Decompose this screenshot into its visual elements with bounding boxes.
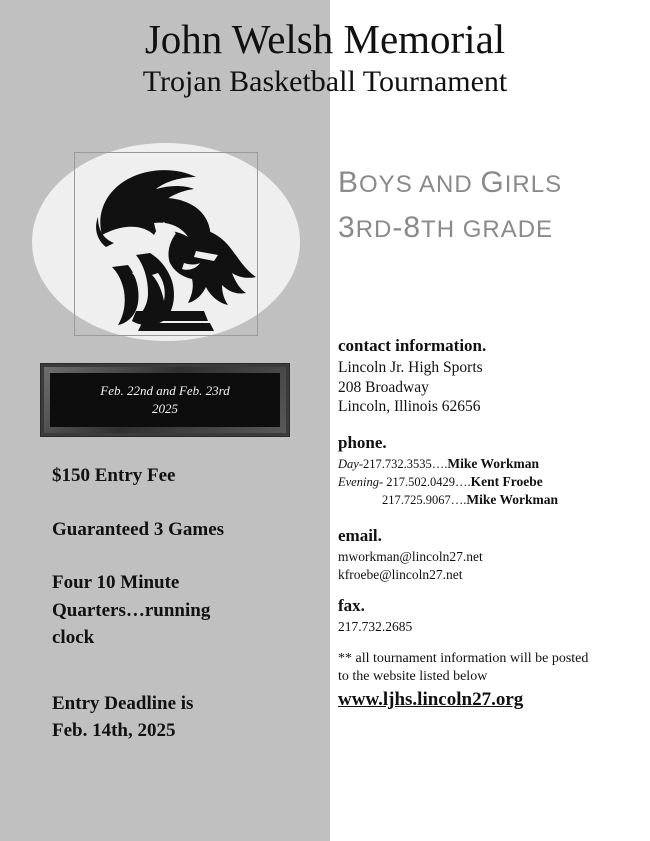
audience-headline bbox=[338, 160, 643, 250]
game-format-line-2: Quarters…running bbox=[52, 599, 211, 621]
email-address-1[interactable]: mworkman@lincoln27.net bbox=[338, 548, 483, 564]
phone-day-contact-name: Mike Workman bbox=[447, 456, 540, 472]
trojan-logo bbox=[32, 143, 300, 341]
phone-day-line bbox=[338, 455, 638, 473]
entry-fee-text: $150 Entry Fee bbox=[52, 465, 176, 486]
spacer-after-contact bbox=[338, 417, 638, 433]
website-note-line-2: to the website listed below bbox=[338, 669, 488, 685]
fax-heading: fax. bbox=[338, 596, 365, 616]
game-format-line-3: clock bbox=[52, 627, 95, 649]
plaque-inner bbox=[50, 373, 280, 427]
plaque-date-line-2: 2025 bbox=[152, 401, 178, 416]
phone-heading: phone. bbox=[338, 433, 387, 453]
email-heading: email. bbox=[338, 525, 382, 545]
contact-city-state-zip: Lincoln, Illinois 62656 bbox=[338, 398, 481, 416]
title-subtitle: Trojan Basketball Tournament bbox=[142, 65, 508, 99]
headline-line-2-num-8: -8 bbox=[392, 211, 422, 244]
headline-line-2-ord-rd: RD bbox=[355, 216, 393, 243]
headline-line-2-num-3: 3 bbox=[338, 211, 356, 244]
headline-line-1-text-a: OYS AND bbox=[359, 171, 481, 198]
trojan-warrior-head-icon bbox=[32, 143, 300, 341]
phone-day-label: Day- bbox=[338, 457, 363, 472]
entry-deadline-line-2: Feb. 14th, 2025 bbox=[52, 720, 176, 742]
headline-line-1-text-b: IRLS bbox=[504, 171, 563, 198]
date-plaque bbox=[40, 363, 290, 437]
phone-evening-label: Evening- bbox=[338, 475, 384, 490]
headline-line-2 bbox=[338, 205, 643, 250]
phone-third-line bbox=[338, 491, 638, 509]
spacer-after-fax bbox=[338, 636, 638, 648]
title-main: John Welsh Memorial bbox=[144, 16, 506, 62]
headline-line-1-cap-b: B bbox=[338, 166, 360, 199]
game-format-line-1: Four 10 Minute bbox=[52, 572, 180, 594]
contact-org: Lincoln Jr. High Sports bbox=[338, 359, 483, 376]
contact-street: 208 Broadway bbox=[338, 378, 429, 396]
phone-evening-contact-name: Kent Froebe bbox=[470, 474, 543, 490]
website-link[interactable]: www.ljhs.lincoln27.org bbox=[338, 689, 524, 711]
fax-number: 217.732.2685 bbox=[338, 619, 413, 635]
headline-line-1 bbox=[338, 160, 643, 205]
phone-evening-number: 217.502.0429…. bbox=[383, 475, 471, 490]
email-address-2[interactable]: kfroebe@lincoln27.net bbox=[338, 566, 463, 582]
game-guarantee-text: Guaranteed 3 Games bbox=[52, 518, 225, 540]
spacer-after-phone bbox=[338, 510, 638, 526]
contact-heading: contact information. bbox=[338, 336, 487, 355]
phone-third-contact-name: Mike Workman bbox=[466, 492, 559, 508]
headline-line-1-cap-g: G bbox=[480, 166, 505, 199]
contact-panel bbox=[338, 336, 638, 711]
phone-day-number: 217.732.3535…. bbox=[363, 457, 448, 472]
website-note-line-1: ** all tournament information will be posted bbox=[338, 651, 589, 667]
headline-line-2-text: TH GRADE bbox=[421, 216, 554, 243]
plaque-date-line-1: Feb. 22nd and Feb. 23rd bbox=[100, 383, 230, 399]
phone-evening-line bbox=[338, 473, 638, 491]
spacer-after-email bbox=[338, 584, 638, 596]
tournament-details bbox=[52, 462, 314, 745]
phone-third-number: 217.725.9067…. bbox=[382, 493, 467, 508]
entry-deadline-line-1: Entry Deadline is bbox=[52, 692, 194, 714]
page-title bbox=[0, 18, 650, 100]
